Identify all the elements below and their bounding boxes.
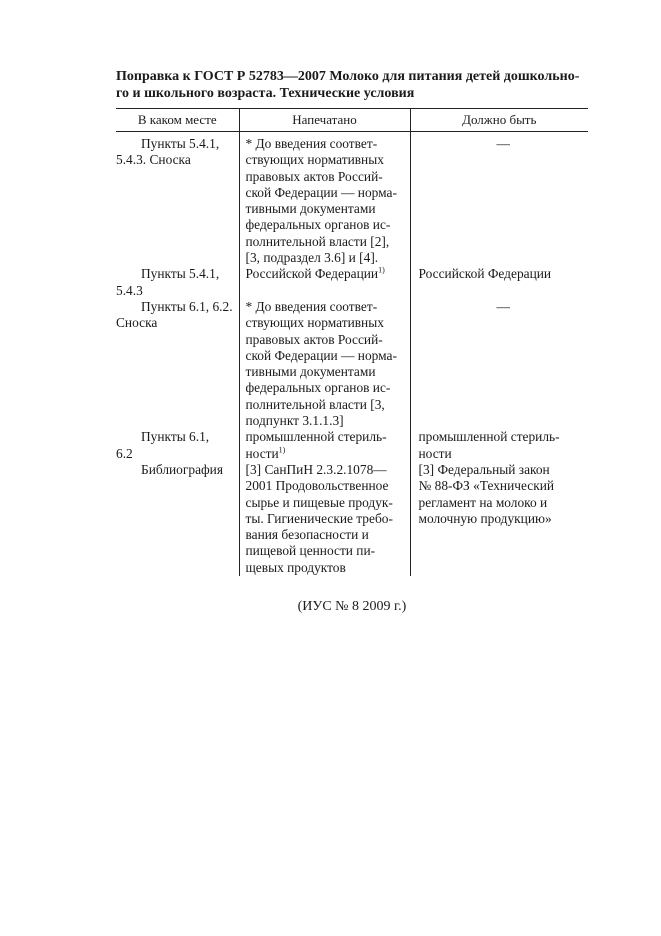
row-where-text: Пункты 5.4.1, 5.4.3 bbox=[116, 266, 220, 298]
row-where-cell bbox=[116, 299, 239, 429]
row-should-be-cell bbox=[410, 299, 588, 429]
title-line-1: Поправка к ГОСТ Р 52783—2007 Молоко для питания детей дошкольно- bbox=[116, 69, 580, 84]
header-printed: Напечатано bbox=[239, 109, 410, 132]
row-printed-cell bbox=[239, 132, 410, 267]
row-where-text: Пункты 6.1, 6.2. Сноска bbox=[116, 298, 233, 331]
row-where-cell bbox=[116, 429, 239, 462]
header-where: В каком месте bbox=[116, 109, 239, 132]
row-should-be-cell bbox=[410, 266, 588, 299]
row-where-cell bbox=[116, 132, 239, 267]
table-row bbox=[116, 462, 588, 576]
row-where-text: Пункты 6.1, 6.2 bbox=[116, 429, 210, 461]
table-row bbox=[116, 266, 588, 299]
row-should-be-text: [3] Федеральный закон № 88-ФЗ «Технический регламент на молоко и молочную продукцию» bbox=[418, 461, 555, 526]
row-should-be-cell bbox=[410, 429, 588, 462]
row-printed-text: * До введения соответ- ствующих нормативных правовых актов Россий- ской Федерации — норма- тивными документами федеральных органов ис- полнительной власти [3, подпункт 3.1.1.3] bbox=[245, 298, 397, 429]
footnote-marker: 1) bbox=[278, 445, 286, 455]
table-row bbox=[116, 429, 588, 462]
publication-reference: (ИУС № 8 2009 г.) bbox=[297, 599, 407, 614]
row-printed-cell bbox=[239, 462, 410, 576]
row-should-be-cell bbox=[410, 132, 588, 267]
row-should-be-text: промышленной стериль- ности bbox=[418, 429, 560, 461]
row-printed-text: * До введения соответ- ствующих нормативных правовых актов Россий- ской Федерации — норма- тивными документами федеральных органов ис- полнительной власти [2], [3, подраздел 3.6] и [4]. bbox=[245, 136, 397, 266]
row-should-be-text: — bbox=[496, 298, 510, 314]
table-row bbox=[116, 132, 588, 267]
row-where-text: Библиография bbox=[141, 461, 224, 477]
row-where-cell bbox=[116, 266, 239, 299]
title-line-2: го и школьного возраста. Технические условия bbox=[116, 86, 415, 101]
row-printed-text: промышленной стериль- ности bbox=[245, 429, 387, 461]
amendment-table bbox=[116, 109, 588, 576]
row-where-cell bbox=[116, 462, 239, 576]
row-printed-cell bbox=[239, 299, 410, 429]
row-printed-cell bbox=[239, 429, 410, 462]
row-printed-cell bbox=[239, 266, 410, 299]
header-should-be: Должно быть bbox=[410, 109, 588, 132]
row-should-be-text: — bbox=[496, 136, 510, 151]
table-row bbox=[116, 299, 588, 429]
row-where-text: Пункты 5.4.1, 5.4.3. Сноска bbox=[116, 136, 220, 168]
footnote-marker: 1) bbox=[378, 265, 385, 275]
row-should-be-cell bbox=[410, 462, 588, 576]
document-title bbox=[116, 68, 588, 102]
row-should-be-text: Российской Федерации bbox=[418, 266, 552, 282]
row-printed-text: [3] СанПиН 2.3.2.1078— 2001 Продовольственное сырье и пищевые продук- ты. Гигиенические требо- вания безопасности и пищевой ценности пи- щевых продуктов bbox=[245, 461, 393, 575]
amendment-document bbox=[116, 68, 588, 576]
table-header-row bbox=[116, 109, 588, 132]
row-printed-text: Российской Федерации bbox=[245, 266, 379, 282]
